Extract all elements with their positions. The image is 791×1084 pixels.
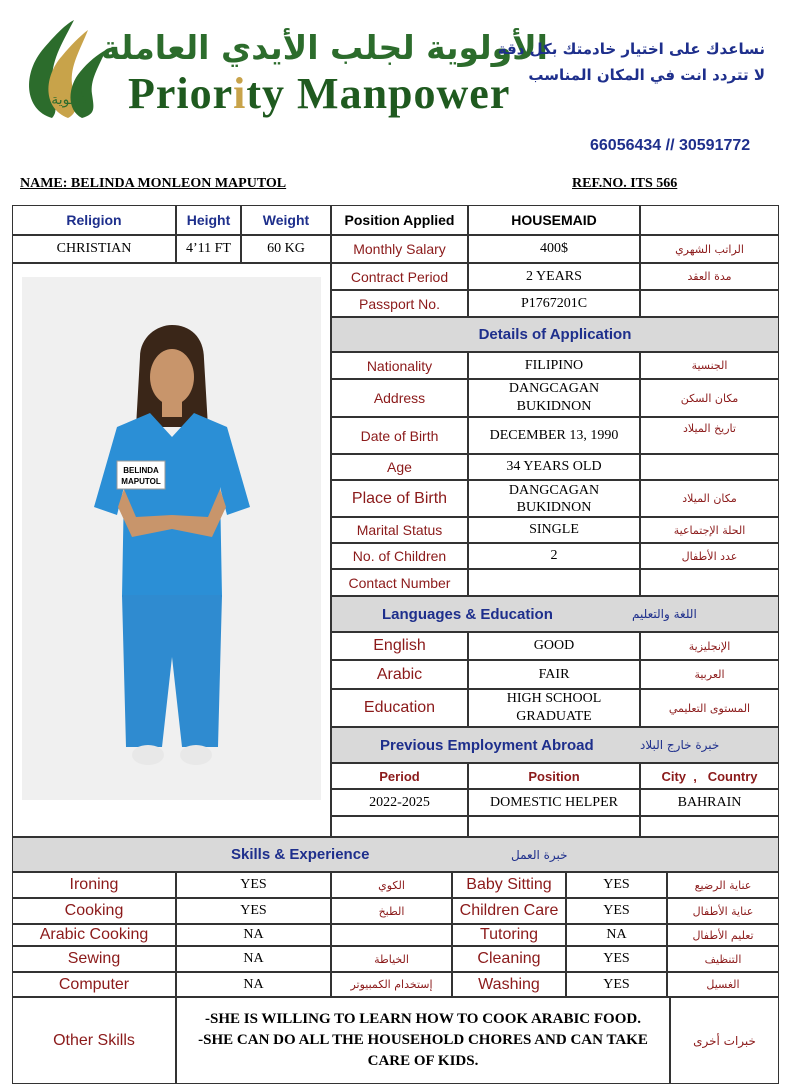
details-section-title: Details of Application: [331, 317, 779, 352]
skills-section: [12, 837, 779, 872]
place-of-birth-value: DANGCAGAN BUKIDNON: [468, 480, 640, 517]
nationality-label: Nationality: [331, 352, 468, 379]
brand-arabic-name: الأولوية لجلب الأيدي العاملة: [100, 28, 548, 67]
religion-header: Religion: [12, 205, 176, 235]
monthly-salary-value: 400$: [468, 235, 640, 263]
skill-left-value: NA: [176, 946, 331, 972]
skill-right-value: YES: [566, 872, 667, 898]
skill-left-label: Sewing: [12, 946, 176, 972]
position-header: Position: [468, 763, 640, 789]
weight-value: 60 KG: [241, 235, 331, 263]
marital-status-label: Marital Status: [331, 517, 468, 543]
employment-title-arabic: خبرة خارج البلاد: [640, 738, 720, 752]
country-header: City , Country: [640, 763, 779, 789]
employment-country: BAHRAIN: [640, 789, 779, 816]
skill-right-value: YES: [566, 898, 667, 924]
arabic-arabic: العربية: [640, 660, 779, 689]
dob-label: Date of Birth: [331, 417, 468, 454]
employment-period: 2022-2025: [331, 789, 468, 816]
english-arabic: الإنجليزية: [640, 632, 779, 660]
passport-label: Passport No.: [331, 290, 468, 317]
english-label: English: [331, 632, 468, 660]
education-arabic: المستوى التعليمي: [640, 689, 779, 727]
period-header: Period: [331, 763, 468, 789]
empty-cell: [468, 816, 640, 837]
skills-title: Skills & Experience: [231, 846, 370, 863]
reference-number: REF.NO. ITS 566: [572, 176, 678, 191]
english-value: GOOD: [468, 632, 640, 660]
skill-left-label: Computer: [12, 972, 176, 997]
arabic-label: Arabic: [331, 660, 468, 689]
candidate-name: NAME: BELINDA MONLEON MAPUTOL: [20, 176, 287, 191]
skill-right-ar: عناية الأطفال: [667, 898, 779, 924]
skill-left-ar: الكوي: [331, 872, 452, 898]
education-label: Education: [331, 689, 468, 727]
candidate-photo: [22, 277, 321, 800]
skill-right-value: YES: [566, 946, 667, 972]
address-label: Address: [331, 379, 468, 417]
languages-section: [331, 596, 779, 632]
skill-right-label: Tutoring: [452, 924, 566, 946]
employment-position: DOMESTIC HELPER: [468, 789, 640, 816]
nationality-arabic: الجنسية: [640, 352, 779, 379]
skill-right-ar: التنظيف: [667, 946, 779, 972]
marital-status-arabic: الحلة الإجتماعية: [640, 517, 779, 543]
skill-left-label: Ironing: [12, 872, 176, 898]
other-skill-1: -SHE IS WILLING TO LEARN HOW TO COOK ARABIC FOOD.: [205, 1011, 641, 1027]
skill-left-value: YES: [176, 872, 331, 898]
skill-left-ar: [331, 924, 452, 946]
skill-left-ar: إستخدام الكمبيوتر: [331, 972, 452, 997]
skill-left-label: Arabic Cooking: [12, 924, 176, 946]
brand-english-name: Priority Manpower: [128, 69, 511, 118]
nationality-value: FILIPINO: [468, 352, 640, 379]
marital-status-value: SINGLE: [468, 517, 640, 543]
badge-line-2: MAPUTOL: [121, 477, 161, 486]
empty-cell: [640, 816, 779, 837]
dob-value: DECEMBER 13, 1990: [468, 417, 640, 454]
place-of-birth-label: Place of Birth: [331, 480, 468, 517]
skill-left-ar: الخياطة: [331, 946, 452, 972]
arabic-value: FAIR: [468, 660, 640, 689]
employment-title: Previous Employment Abroad: [380, 736, 594, 754]
weight-header: Weight: [241, 205, 331, 235]
contract-period-value: 2 YEARS: [468, 263, 640, 290]
address-value: DANGCAGAN BUKIDNON: [468, 379, 640, 417]
age-label: Age: [331, 454, 468, 480]
age-arabic: [640, 454, 779, 480]
passport-value: P1767201C: [468, 290, 640, 317]
monthly-salary-arabic: الراتب الشهري: [640, 235, 779, 263]
logo-arabic-text: الأولوية: [51, 92, 93, 108]
position-applied-value: HOUSEMAID: [468, 205, 640, 235]
skill-right-label: Cleaning: [452, 946, 566, 972]
skill-right-ar: الغسيل: [667, 972, 779, 997]
phone-numbers: 66056434 // 30591772: [590, 137, 751, 154]
position-applied-label: Position Applied: [331, 205, 468, 235]
other-skill-2: -SHE CAN DO ALL THE HOUSEHOLD CHORES AND CAN TAKE CARE OF KIDS.: [198, 1032, 648, 1069]
height-value: 4’11 FT: [176, 235, 241, 263]
children-label: No. of Children: [331, 543, 468, 569]
employment-section: [331, 727, 779, 763]
dob-arabic: تاريخ الميلاد: [640, 417, 779, 454]
skill-right-label: Baby Sitting: [452, 872, 566, 898]
tagline-1: نساعدك على اختيار خادمتك بكل دقة: [497, 40, 765, 58]
children-value: 2: [468, 543, 640, 569]
empty-cell: [640, 205, 779, 235]
skill-left-value: YES: [176, 898, 331, 924]
children-arabic: عدد الأطفال: [640, 543, 779, 569]
contract-period-label: Contract Period: [331, 263, 468, 290]
languages-title-arabic: اللغة والتعليم: [632, 607, 697, 621]
other-skills-label: Other Skills: [12, 997, 176, 1084]
height-header: Height: [176, 205, 241, 235]
contract-period-arabic: مدة العقد: [640, 263, 779, 290]
education-value: HIGH SCHOOL GRADUATE: [468, 689, 640, 727]
empty-cell: [640, 290, 779, 317]
skill-right-label: Children Care: [452, 898, 566, 924]
badge-line-1: BELINDA: [123, 466, 159, 475]
other-skills-arabic: خبرات أخرى: [670, 997, 779, 1084]
skill-right-ar: تعليم الأطفال: [667, 924, 779, 946]
contact-number-value: [468, 569, 640, 596]
other-skills-content: [176, 997, 670, 1084]
contact-number-label: Contact Number: [331, 569, 468, 596]
skill-right-value: YES: [566, 972, 667, 997]
skill-right-ar: عناية الرضيع: [667, 872, 779, 898]
empty-cell: [331, 816, 468, 837]
skills-title-arabic: خبرة العمل: [511, 847, 568, 862]
skill-left-value: NA: [176, 972, 331, 997]
contact-number-arabic: [640, 569, 779, 596]
languages-title: Languages & Education: [382, 605, 553, 623]
address-arabic: مكان السكن: [640, 379, 779, 417]
skill-left-value: NA: [176, 924, 331, 946]
religion-value: CHRISTIAN: [12, 235, 176, 263]
monthly-salary-label: Monthly Salary: [331, 235, 468, 263]
place-of-birth-arabic: مكان الميلاد: [640, 480, 779, 517]
skill-left-label: Cooking: [12, 898, 176, 924]
skill-right-label: Washing: [452, 972, 566, 997]
age-value: 34 YEARS OLD: [468, 454, 640, 480]
tagline-2: لا تتردد انت في المكان المناسب: [528, 66, 765, 84]
skill-left-ar: الطبخ: [331, 898, 452, 924]
skill-right-value: NA: [566, 924, 667, 946]
